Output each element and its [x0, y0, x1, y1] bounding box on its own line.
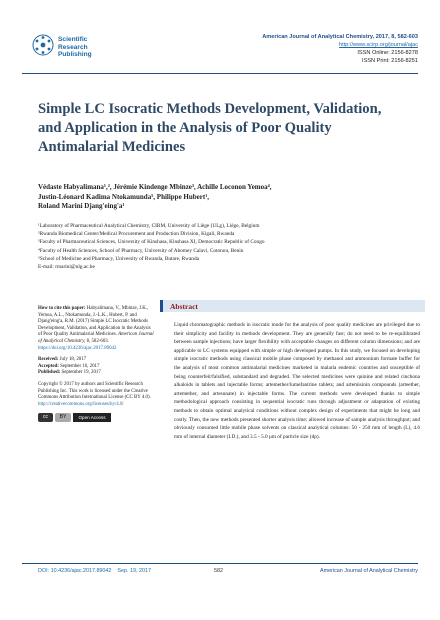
citation-label: How to cite this paper: [38, 306, 86, 311]
issn-online: ISSN Online: 2156-8278 [357, 50, 418, 56]
cc-license-icon[interactable]: cc [38, 413, 53, 422]
received-date: July 18, 2017 [59, 357, 87, 363]
dates-block [38, 357, 154, 377]
license-link[interactable]: http://creativecommons.org/licenses/by/4.0/ [38, 401, 124, 407]
affiliation-3: ³Faculty of Pharmaceutical Sciences, University of Kinshasa, Kinshasa XI, Democratic Republic of Congo [38, 239, 265, 246]
authors-line-2: Justin-Léonard Kadima Ntokamunda⁵, Philippe Hubert¹, [38, 192, 210, 201]
header-rule [22, 73, 418, 74]
paper-title: Simple LC Isocratic Methods Development, Validation, and Application in the Analysis of Poor Quality Antimalarial Medicines [38, 101, 382, 155]
received-label: Received: [38, 357, 59, 363]
page-number: 582 [214, 568, 223, 574]
authors-line-3: Roland Marini Djang'eing'a¹ [38, 202, 125, 210]
journal-header [262, 33, 418, 65]
affiliations [38, 222, 398, 271]
cc-by-icon[interactable]: BY [55, 413, 71, 422]
citation-text: Habyalimana, V., Mbinze, J.K., Yemoa, A.L., Ntokamunda, J.-L.K., Hubert, P. and Djang'eing'a, R.M. (2017) Simple LC Isocratic Methods Development, Validation, and Application in the Analysis of Poor Quality Antimalarial Medicines. [38, 306, 151, 338]
journal-line: American Journal of Analytical Chemistry, 2017, 8, 582-603 [262, 34, 418, 40]
license-text: This work is licensed under the Creative Commons Attribution International License (CC BY 4.0). [38, 388, 151, 401]
footer-journal: American Journal of Analytical Chemistry [320, 568, 418, 574]
abstract-heading-bar [160, 300, 425, 312]
license-block [38, 382, 154, 408]
authors-line-1: Védaste Habyalimana¹,², Jérémie Kindenge Mbinze³, Achille Loconon Yemoa⁴, [38, 183, 272, 191]
author-list [38, 183, 398, 212]
citation-journal: American Journal of Analytical Chemistry, [38, 332, 154, 344]
sidebar-info [38, 306, 154, 422]
footer-doi[interactable]: DOI: 10.4236/ajac.2017.89042 Sep. 19, 2017 [38, 568, 151, 574]
contact-email: E-mail: rmarini@ulg.ac.be [38, 264, 95, 271]
copyright-text: Copyright © 2017 by authors and Scientific Research Publishing Inc. [38, 381, 143, 394]
journal-url-link[interactable]: http://www.scirp.org/journal/ajac [339, 42, 418, 48]
abstract-text: Liquid chromatographic methods in isocratic mode for the analysis of poor quality medicines are privileged due to their simplicity and facility in methods development. They are generally fast; do not need to be re-equilibrated between sample injections; have larger flexibility with acceptable changes on different column dimensions; and are applicable to LC systems equipped with simple or high developed pumps. In this study, we focused on developing simple isocratic methods using classical mobile phase composed by methanol and ammonium formate buffer for the analysis of most common antimalarial medicines marketed in malaria endemic countries and susceptible of being counterfeit/falsified, substandard and degraded. The selected medicines were quinine and related cinchona alkaloids in tablets and injectable forms; artemether/lumefantrine tablets; and artemisinin compounds (arteether, artemether, and artesunate) in injectable forms. The current methods were developed thanks to simple methodological approach consisting in sequential isocratic runs through adjustment or adaptation of existing methods to obtain optimal analytical conditions without complex design of experiments that might be long and costly. Then, the new methods presented shorter analysis time; allowed increase of sample analysis throughput; and obviously consumed little mobile phase solvents on classical analytical columns: 50 - 250 mm of length (L), 4.6 mm of internal diameter (I.D.), and 3.5 - 5.0 μm of particle size (dp). [174, 322, 420, 440]
license-badges [38, 413, 154, 422]
affiliation-2: ²Rwanda Biomedical Center/Medical Procurement and Production Division, Kigali, Rwanda [38, 231, 235, 238]
abstract-heading: Abstract [170, 302, 198, 311]
footer-rule [22, 563, 418, 564]
publisher-logo-icon [32, 34, 54, 56]
issn-print: ISSN Print: 2156-8251 [362, 58, 418, 64]
affiliation-4: ⁴Faculty of Health Sciences, School of Pharmacy, University of Abomey Calavi, Cotonou, Benin [38, 247, 244, 254]
published-label: Published: [38, 370, 61, 376]
published-date: September 19, 2017 [61, 370, 101, 376]
accepted-date: September 16, 2017 [60, 363, 100, 369]
publisher-logo-text: Scientific Research Publishing [58, 36, 92, 59]
accepted-label: Accepted: [38, 363, 59, 369]
affiliation-5: ⁵School of Medicine and Pharmacy, University of Rwanda, Butare, Rwanda [38, 255, 199, 262]
citation-block [38, 306, 154, 352]
citation-volume: 8, 582-603. [86, 338, 109, 344]
citation-doi-link[interactable]: https://doi.org/10.4236/ajac.2017.89042 [38, 345, 117, 351]
affiliation-1: ¹Laboratory of Pharmaceutical Analytical Chemistry, CIRM, University of Liège (ULg), Liège, Belgium [38, 223, 260, 229]
open-access-badge: Open Access [73, 413, 111, 422]
